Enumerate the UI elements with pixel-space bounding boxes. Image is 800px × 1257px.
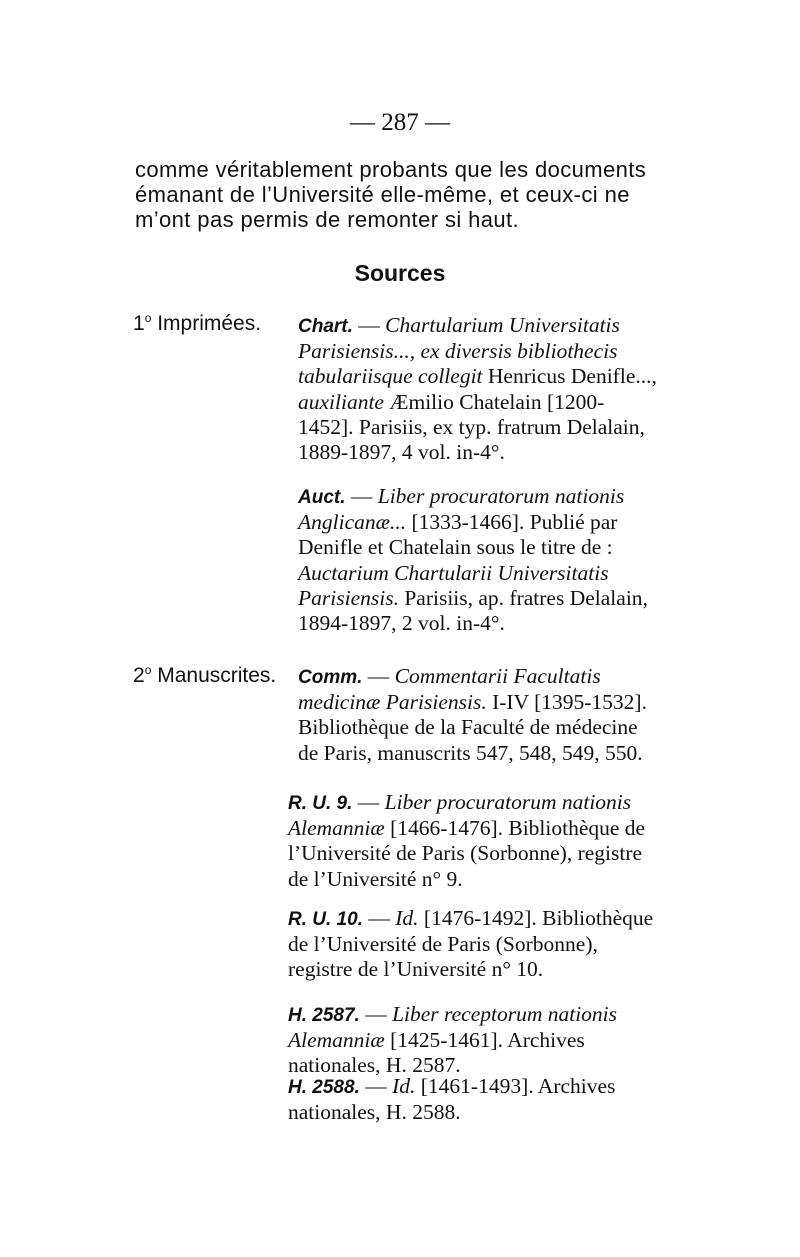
source-entry-ru10 xyxy=(288,906,658,983)
page-number: — 287 — xyxy=(350,109,450,136)
source-entry-ru9 xyxy=(288,790,658,892)
entry-text: [1466-1476]. Bibliothèque de l’Université de Paris (Sorbonne), registre de l’Université n° 9. xyxy=(288,816,646,891)
entry-abbreviation: R. U. 9. xyxy=(288,793,353,814)
category-name: Manuscrites. xyxy=(157,664,277,687)
entry-dash: — xyxy=(362,906,396,930)
entry-title: Id. xyxy=(395,906,419,930)
entry-title: Liber receptorum nationis Alemanniæ xyxy=(288,1002,618,1053)
source-entry-chart xyxy=(298,313,658,465)
entry-dash: — xyxy=(345,484,378,508)
category-number: 2 xyxy=(133,664,145,687)
entry-abbreviation: Auct. xyxy=(298,487,346,508)
entry-title: Id. xyxy=(392,1074,416,1098)
category-number: 1 xyxy=(133,312,145,335)
entry-abbreviation: R. U. 10. xyxy=(288,909,363,930)
entry-text-secondary: Parisiis, ap. fratres Delalain, 1894-1897, 2 vol. in-4°. xyxy=(298,585,648,636)
category-ordinal: o xyxy=(144,663,152,677)
entry-title: Chartularium Universitatis Parisiensis..., ex diversis bibliothecis tabulariisque collegit xyxy=(298,313,620,389)
entry-text: [1461-1493]. Archives nationales, H. 2588. xyxy=(288,1074,616,1125)
entry-abbreviation: H. 2588. xyxy=(288,1077,360,1098)
entry-text-secondary: Æmilio Chatelain [1200-1452]. Parisiis, ex typ. fratrum Delalain, 1889-1897, 4 vol. in-4°. xyxy=(298,389,645,465)
entry-dash: — xyxy=(352,313,386,337)
entry-text: Henricus Denifle..., xyxy=(482,364,657,389)
entry-text: [1333-1466]. Publié par Denifle et Chatelain sous le titre de : xyxy=(298,510,618,560)
entry-text: [1425-1461]. Archives nationales, H. 2587. xyxy=(288,1028,585,1078)
entry-dash: — xyxy=(362,664,395,688)
intro-paragraph: comme véritablement probants que les documents émanant de l’Université elle-même, et ceux-ci ne m’ont pas permis de remonter si haut. xyxy=(135,157,647,232)
category-printed-label xyxy=(133,310,261,338)
entry-title: Liber procuratorum nationis Alemanniæ xyxy=(288,790,632,841)
entry-title-secondary: auxiliante xyxy=(298,389,384,414)
entry-abbreviation: Comm. xyxy=(298,667,363,688)
entry-abbreviation: Chart. xyxy=(298,316,353,337)
source-entry-h2588 xyxy=(288,1074,658,1125)
entry-dash: — xyxy=(359,1074,393,1098)
entry-title-secondary: Auctarium Chartularii Universitatis Parisiensis. xyxy=(298,560,609,610)
entry-title: Commentarii Facultatis medicinæ Parisiensis. xyxy=(298,664,601,715)
entry-dash: — xyxy=(359,1002,393,1026)
source-entry-h2587 xyxy=(288,1002,658,1079)
entry-text: I-IV [1395-1532]. Bibliothèque de la Faculté de médecine de Paris, manuscrits 547, 548, 549, 550. xyxy=(298,690,647,765)
entry-title: Liber procuratorum nationis Anglicanæ... xyxy=(298,484,625,535)
section-heading: Sources xyxy=(354,260,446,286)
entry-dash: — xyxy=(352,790,385,814)
source-entry-auct xyxy=(298,484,658,636)
source-entry-comm xyxy=(298,664,658,766)
entry-abbreviation: H. 2587. xyxy=(288,1005,360,1026)
category-name: Imprimées. xyxy=(157,312,262,335)
category-ordinal: o xyxy=(144,311,152,325)
category-manuscripts-label xyxy=(133,662,276,690)
entry-text: [1476-1492]. Bibliothèque de l’Université de Paris (Sorbonne), registre de l’Université n° 10. xyxy=(288,906,654,982)
